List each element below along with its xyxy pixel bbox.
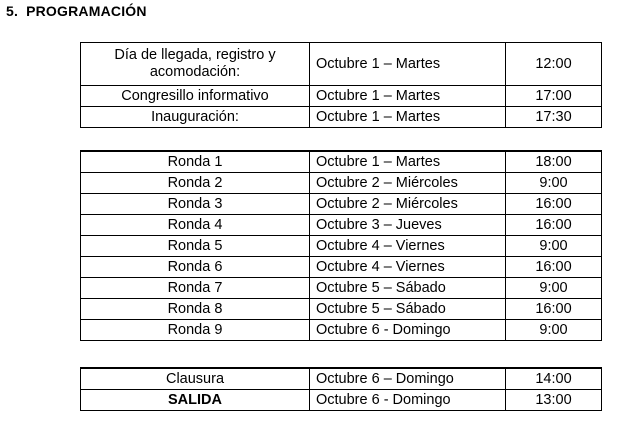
date-cell: Octubre 6 - Domingo bbox=[310, 390, 506, 411]
date-cell: Octubre 6 – Domingo bbox=[310, 368, 506, 390]
table-row bbox=[81, 43, 602, 86]
table-row bbox=[81, 236, 602, 257]
event-cell: Ronda 4 bbox=[81, 215, 310, 236]
event-cell: Ronda 1 bbox=[81, 151, 310, 173]
table-row bbox=[81, 194, 602, 215]
time-cell: 14:00 bbox=[506, 368, 602, 390]
time-cell: 16:00 bbox=[506, 299, 602, 320]
event-cell: Inauguración: bbox=[81, 107, 310, 128]
rounds-schedule-table bbox=[80, 150, 602, 341]
date-cell: Octubre 4 – Viernes bbox=[310, 236, 506, 257]
table-row bbox=[81, 390, 602, 411]
time-cell: 9:00 bbox=[506, 320, 602, 341]
time-cell: 9:00 bbox=[506, 278, 602, 299]
date-cell: Octubre 6 - Domingo bbox=[310, 320, 506, 341]
event-cell: Congresillo informativo bbox=[81, 86, 310, 107]
time-cell: 13:00 bbox=[506, 390, 602, 411]
event-cell: Ronda 5 bbox=[81, 236, 310, 257]
event-cell: Ronda 7 bbox=[81, 278, 310, 299]
time-cell: 16:00 bbox=[506, 257, 602, 278]
table-row bbox=[81, 320, 602, 341]
arrival-schedule-table bbox=[80, 42, 602, 128]
section-heading bbox=[6, 3, 147, 19]
date-cell: Octubre 4 – Viernes bbox=[310, 257, 506, 278]
time-cell: 9:00 bbox=[506, 173, 602, 194]
time-cell: 9:00 bbox=[506, 236, 602, 257]
time-cell: 17:30 bbox=[506, 107, 602, 128]
section-title: PROGRAMACIÓN bbox=[26, 3, 147, 19]
date-cell: Octubre 3 – Jueves bbox=[310, 215, 506, 236]
table-row bbox=[81, 86, 602, 107]
event-cell: Ronda 8 bbox=[81, 299, 310, 320]
table-row bbox=[81, 173, 602, 194]
event-cell: Ronda 3 bbox=[81, 194, 310, 215]
table-row bbox=[81, 215, 602, 236]
date-cell: Octubre 5 – Sábado bbox=[310, 299, 506, 320]
table-row bbox=[81, 107, 602, 128]
event-cell: Ronda 2 bbox=[81, 173, 310, 194]
date-cell: Octubre 2 – Miércoles bbox=[310, 173, 506, 194]
time-cell: 12:00 bbox=[506, 43, 602, 86]
event-cell: Clausura bbox=[81, 368, 310, 390]
time-cell: 18:00 bbox=[506, 151, 602, 173]
table-row bbox=[81, 257, 602, 278]
date-cell: Octubre 2 – Miércoles bbox=[310, 194, 506, 215]
date-cell: Octubre 1 – Martes bbox=[310, 43, 506, 86]
event-cell: Ronda 9 bbox=[81, 320, 310, 341]
event-cell: Día de llegada, registro y acomodación: bbox=[81, 43, 310, 86]
table-row bbox=[81, 151, 602, 173]
section-number: 5. bbox=[6, 3, 19, 19]
time-cell: 16:00 bbox=[506, 215, 602, 236]
table-row bbox=[81, 278, 602, 299]
time-cell: 17:00 bbox=[506, 86, 602, 107]
table-row bbox=[81, 368, 602, 390]
date-cell: Octubre 5 – Sábado bbox=[310, 278, 506, 299]
closing-schedule-table bbox=[80, 367, 602, 411]
date-cell: Octubre 1 – Martes bbox=[310, 151, 506, 173]
date-cell: Octubre 1 – Martes bbox=[310, 86, 506, 107]
time-cell: 16:00 bbox=[506, 194, 602, 215]
date-cell: Octubre 1 – Martes bbox=[310, 107, 506, 128]
event-cell: Ronda 6 bbox=[81, 257, 310, 278]
event-cell: SALIDA bbox=[81, 390, 310, 411]
table-row bbox=[81, 299, 602, 320]
